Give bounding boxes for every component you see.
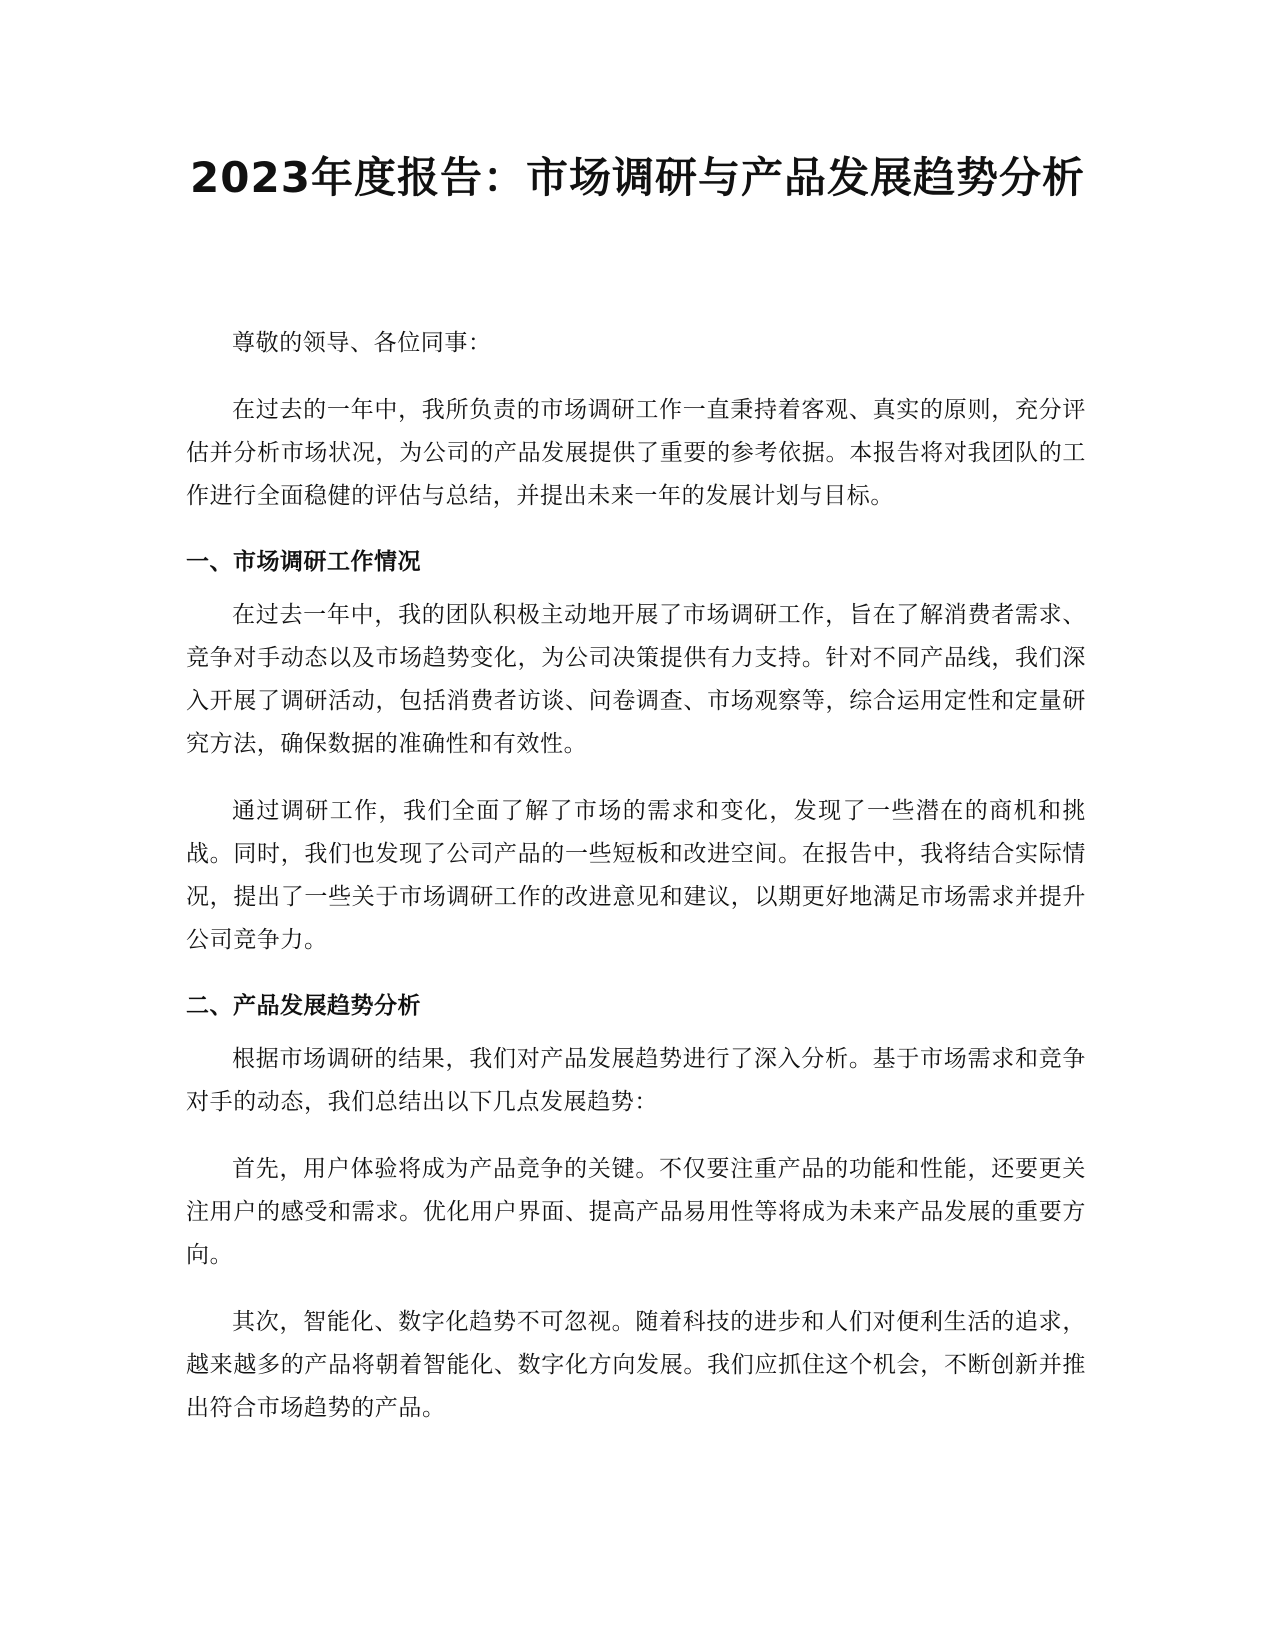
document-title: 2023年度报告：市场调研与产品发展趋势分析 bbox=[190, 153, 1085, 202]
section2-paragraph-2: 首先，用户体验将成为产品竞争的关键。不仅要注重产品的功能和性能，还要更关注用户的感受和需求。优化用户界面、提高产品易用性等将成为未来产品发展的重要方向。 bbox=[186, 1156, 1086, 1268]
intro-paragraph: 在过去的一年中，我所负责的市场调研工作一直秉持着客观、真实的原则，充分评估并分析市场状况，为公司的产品发展提供了重要的参考依据。本报告将对我团队的工作进行全面稳健的评估与总结，并提出未来一年的发展计划与目标。 bbox=[186, 397, 1086, 509]
section1-paragraph-1: 在过去一年中，我的团队积极主动地开展了市场调研工作，旨在了解消费者需求、竞争对手动态以及市场趋势变化，为公司决策提供有力支持。针对不同产品线，我们深入开展了调研活动，包括消费者访谈、问卷调查、市场观察等，综合运用定性和定量研究方法，确保数据的准确性和有效性。 bbox=[186, 602, 1086, 757]
section2-paragraph-1: 根据市场调研的结果，我们对产品发展趋势进行了深入分析。基于市场需求和竞争对手的动态，我们总结出以下几点发展趋势： bbox=[186, 1046, 1086, 1115]
section1-paragraph-2: 通过调研工作，我们全面了解了市场的需求和变化，发现了一些潜在的商机和挑战。同时，我们也发现了公司产品的一些短板和改进空间。在报告中，我将结合实际情况，提出了一些关于市场调研工作的改进意见和建议，以期更好地满足市场需求并提升公司竞争力。 bbox=[186, 798, 1086, 953]
section2-paragraph-3: 其次，智能化、数字化趋势不可忽视。随着科技的进步和人们对便利生活的追求，越来越多的产品将朝着智能化、数字化方向发展。我们应抓住这个机会，不断创新并推出符合市场趋势的产品。 bbox=[186, 1309, 1086, 1421]
document-body bbox=[186, 322, 1086, 1454]
section-heading-market-research: 一、市场调研工作情况 bbox=[186, 549, 421, 575]
greeting: 尊敬的领导、各位同事： bbox=[232, 330, 492, 356]
section-heading-product-trends: 二、产品发展趋势分析 bbox=[186, 993, 421, 1019]
